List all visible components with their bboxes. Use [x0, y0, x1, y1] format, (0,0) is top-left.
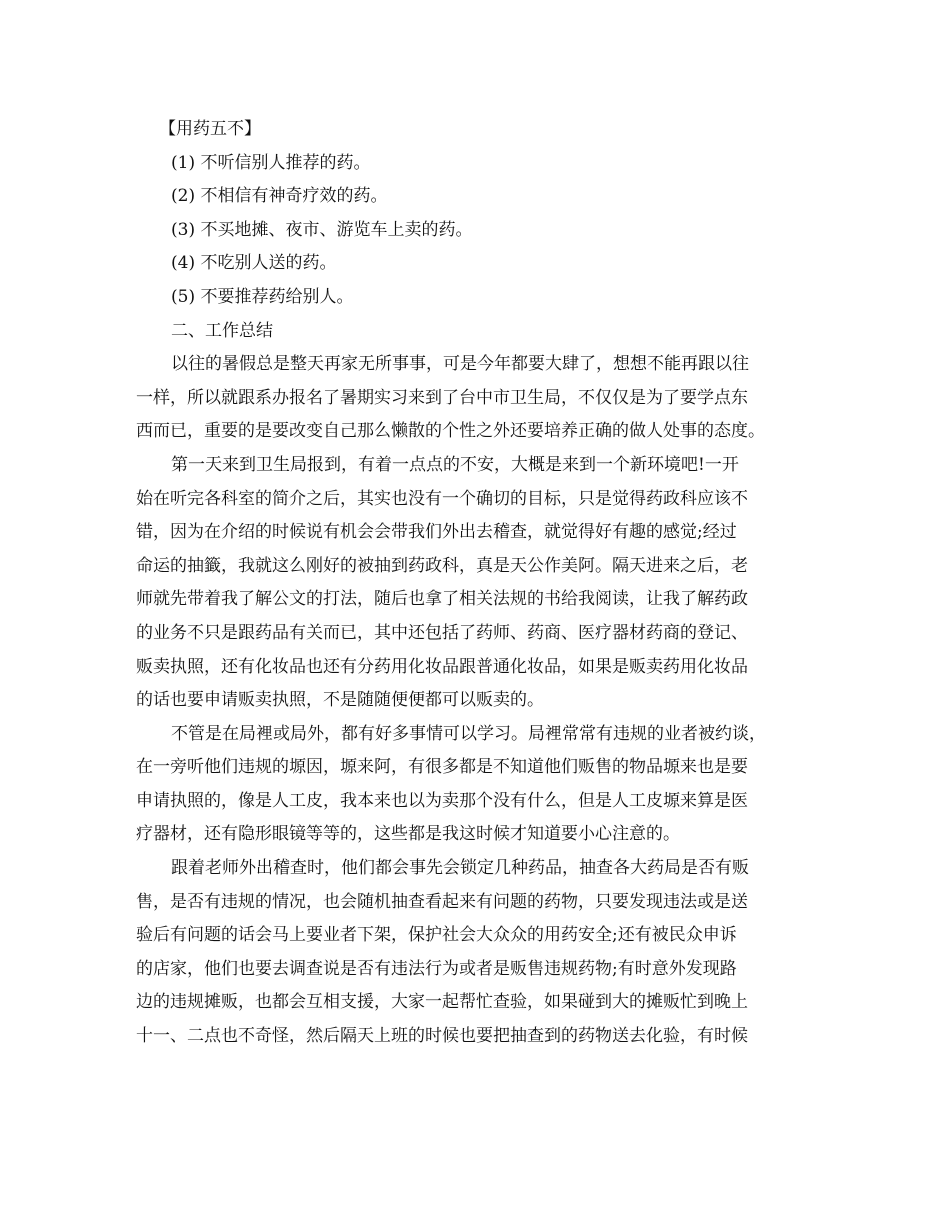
text-line: 在一旁听他们违规的塬因，塬来阿，有很多都是不知道他们贩售的物品塬来也是要 — [136, 757, 748, 778]
text-line: 以往的暑假总是整天再家无所事事，可是今年都要大肆了，想想不能再跟以往 — [171, 354, 749, 375]
text-line: 的业务不只是跟药品有关而已，其中还包括了药师、药商、医疗器材药商的登记、 — [136, 622, 748, 643]
text-line: 跟着老师外出稽查时，他们都会事先会锁定几种药品，抽查各大药局是否有贩 — [171, 858, 749, 879]
text-line: 申请执照的，像是人工皮，我本来也以为卖那个没有什么，但是人工皮塬来算是医 — [136, 790, 748, 811]
rule-item: (1) 不听信别人推荐的药。 — [171, 152, 371, 173]
section-heading: 【用药五不】 — [159, 119, 261, 139]
paragraph — [136, 852, 818, 1054]
text-line: 西而已，重要的是要改变自己那么懒散的个性之外还要培养正确的做人处事的态度。 — [136, 421, 765, 442]
paragraph — [136, 348, 818, 449]
text-line: 始在听完各科室的简介之后，其实也没有一个确切的目标，只是觉得药政科应该不 — [136, 488, 748, 509]
text-line: 命运的抽籤，我就这么刚好的被抽到药政科，真是天公作美阿。隔天进来之后，老 — [136, 555, 748, 576]
text-line: 售，是否有违规的情况，也会随机抽查看起来有问题的药物，只要发现违法或是送 — [136, 891, 748, 912]
rule-item: (5) 不要推荐药给别人。 — [171, 286, 354, 307]
text-line: 的店家，他们也要去调查说是否有违法行为或者是贩售违规药物;有时意外发现路 — [136, 958, 737, 979]
text-line: 的话也要申请贩卖执照，不是随随便便都可以贩卖的。 — [136, 690, 544, 711]
document-body — [136, 113, 818, 1054]
text-line: 一样，所以就跟系办报名了暑期实习来到了台中市卫生局，不仅仅是为了要学点东 — [136, 387, 748, 408]
text-line: 验后有问题的话会马上要业者下架，保护社会大众众的用药安全;还有被民众申诉 — [136, 925, 737, 946]
text-line: 十一、二点也不奇怪，然后隔天上班的时候也要把抽查到的药物送去化验，有时候 — [136, 1026, 748, 1047]
paragraph — [136, 718, 818, 852]
section-title: 二、工作总结 — [171, 320, 273, 341]
rule-item: (2) 不相信有神奇疗效的药。 — [171, 186, 388, 207]
rules-list — [136, 147, 818, 315]
rule-item: (3) 不买地摊、夜市、游览车上卖的药。 — [171, 219, 473, 240]
text-line: 边的违规摊贩，也都会互相支援，大家一起帮忙查验，如果碰到大的摊贩忙到晚上 — [136, 992, 748, 1013]
text-line: 不管是在局裡或局外，都有好多事情可以学习。局裡常常有违规的业者被约谈， — [171, 723, 766, 744]
text-line: 错，因为在介绍的时候说有机会会带我们外出去稽查，就觉得好有趣的感觉;经过 — [136, 522, 737, 543]
paragraph — [136, 449, 818, 718]
text-line: 第一天来到卫生局报到，有着一点点的不安，大概是来到一个新环境吧!一开 — [171, 454, 739, 475]
text-line: 师就先带着我了解公文的打法，随后也拿了相关法规的书给我阅读，让我了解药政 — [136, 589, 748, 610]
text-line: 贩卖执照，还有化妆品也还有分药用化妆品跟普通化妆品，如果是贩卖药用化妆品 — [136, 656, 748, 677]
text-line: 疗器材，还有隐形眼镜等等的，这些都是我这时候才知道要小心注意的。 — [136, 824, 680, 845]
rule-item: (4) 不吃别人送的药。 — [171, 253, 337, 274]
